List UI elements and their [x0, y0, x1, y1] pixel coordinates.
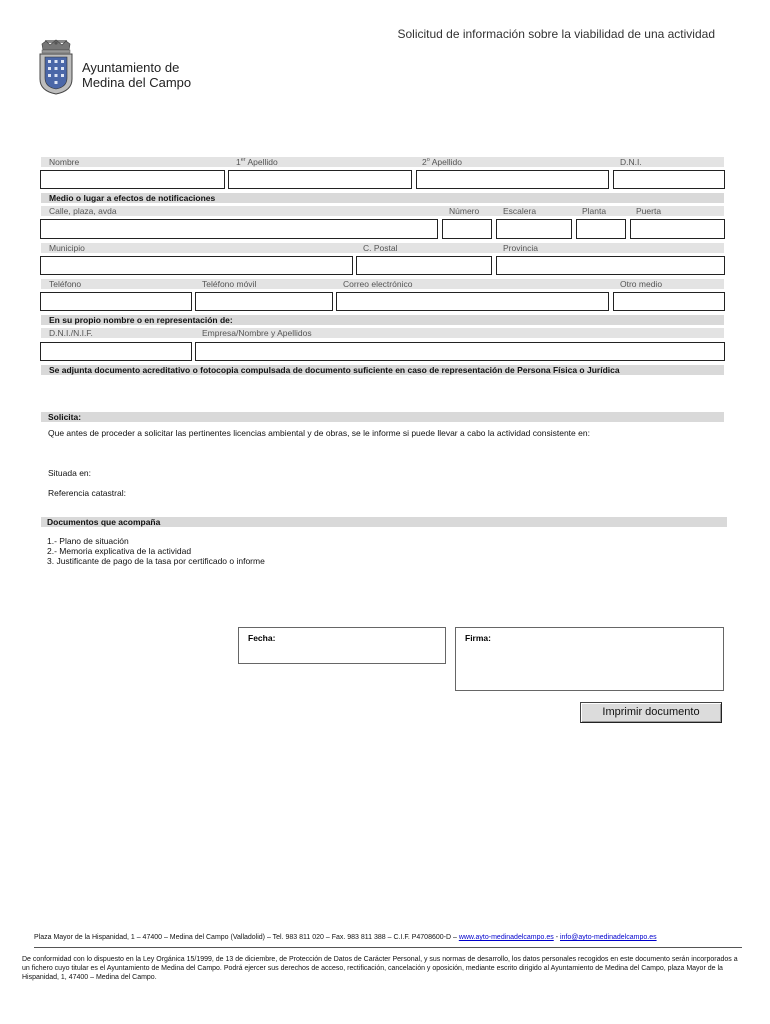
puerta-label: Puerta	[636, 206, 662, 216]
escalera-label: Escalera	[503, 206, 537, 216]
referencia-catastral-label: Referencia catastral:	[48, 488, 126, 498]
planta-field[interactable]	[576, 219, 626, 239]
email-link[interactable]: info@ayto-medinadelcampo.es	[559, 934, 657, 941]
location-label-bar	[41, 243, 724, 253]
planta-label: Planta	[582, 206, 607, 216]
solicita-text: Que antes de proceder a solicitar las pertinentes licencias ambiental y de obras, se le informe si puede llevar a cabo la actividad consistente en:	[48, 428, 590, 438]
numero-field[interactable]	[442, 219, 492, 239]
municipio-label: Municipio	[49, 243, 85, 253]
empresa-label: Empresa/Nombre y Apellidos	[202, 328, 312, 338]
puerta-field[interactable]	[630, 219, 725, 239]
provincia-label: Provincia	[503, 243, 538, 253]
applicant-label-bar	[41, 157, 724, 167]
footer-divider	[34, 947, 742, 948]
list-item: 3. Justificante de pago de la tasa por certificado o informe	[47, 556, 265, 566]
documentos-header: Documentos que acompaña	[41, 517, 727, 527]
apellido1-field[interactable]	[228, 170, 412, 189]
dni-nif-field[interactable]	[40, 342, 192, 361]
coat-of-arms-icon	[37, 39, 75, 95]
print-document-button[interactable]: Imprimir documento	[580, 702, 722, 723]
apellido1-label: 1er Apellido	[236, 157, 278, 167]
firma-label: Firma:	[465, 633, 491, 643]
correo-field[interactable]	[336, 292, 609, 311]
apellido2-field[interactable]	[416, 170, 609, 189]
telefono-field[interactable]	[40, 292, 192, 311]
documentos-list	[47, 536, 265, 566]
empresa-field[interactable]	[195, 342, 725, 361]
organization-name-line1: Ayuntamiento de	[82, 60, 180, 75]
list-item: 2.- Memoria explicativa de la actividad	[47, 546, 192, 556]
organization-name	[82, 60, 191, 90]
address-label-bar	[41, 206, 724, 216]
cpostal-label: C. Postal	[363, 243, 398, 253]
situada-label: Situada en:	[48, 468, 92, 478]
municipio-field[interactable]	[40, 256, 353, 275]
contact-label-bar	[41, 279, 724, 289]
representacion-header: En su propio nombre o en representación de:	[41, 315, 724, 325]
correo-label: Correo electrónico	[343, 279, 413, 289]
list-item: 1.- Plano de situación	[47, 536, 129, 546]
movil-field[interactable]	[195, 292, 333, 311]
escalera-field[interactable]	[496, 219, 572, 239]
nombre-field[interactable]	[40, 170, 225, 189]
dni-label: D.N.I.	[620, 157, 642, 167]
movil-label: Teléfono móvil	[202, 279, 257, 289]
nombre-label: Nombre	[49, 157, 80, 167]
representacion-label-bar	[41, 328, 724, 338]
telefono-label: Teléfono	[49, 279, 82, 289]
fecha-label: Fecha:	[248, 633, 276, 643]
legal-notice: De conformidad con lo dispuesto en la Ley Orgánica 15/1999, de 13 de diciembre, de Protección de Datos de Carácter Personal, y sus normas de desarrollo, los datos personales recogidos en este documento serán incorporados a un fichero cuyo titular es el Ayuntamiento de Medina del Campo. Podrá ejercer sus derechos de acceso, rectificación, cancelación y oposición, mediante escrito dirigido al Ayuntamiento de Medina del Campo, plaza Mayor de la Hispanidad, 1, 47400 – Medina del Campo.	[22, 956, 738, 981]
website-link[interactable]: www.ayto-medinadelcampo.es	[458, 934, 554, 941]
solicita-header: Solicita:	[41, 412, 724, 422]
dni-field[interactable]	[613, 170, 725, 189]
cpostal-field[interactable]	[356, 256, 492, 275]
dni-nif-label: D.N.I./N.I.F.	[49, 328, 93, 338]
otro-medio-label: Otro medio	[620, 279, 663, 289]
footer-address: Plaza Mayor de la Hispanidad, 1 – 47400 – Medina del Campo (Valladolid) – Tel. 983 811 020 – Fax. 983 811 388 – C.I.F. P4708600-D – www.ayto-medinadelcampo.es - info@ayto-medinadelcampo.es	[34, 934, 657, 941]
document-title: Solicitud de información sobre la viabilidad de una actividad	[397, 27, 715, 41]
calle-label: Calle, plaza, avda	[49, 206, 117, 216]
organization-name-line2: Medina del Campo	[82, 75, 192, 90]
firma-box[interactable]	[455, 627, 724, 691]
notificaciones-header: Medio o lugar a efectos de notificaciones	[41, 193, 724, 203]
representacion-note: Se adjunta documento acreditativo o fotocopia compulsada de documento suficiente en caso de representación de Persona Física o Jurídica	[41, 365, 724, 375]
calle-field[interactable]	[40, 219, 438, 239]
apellido2-label: 2$^o$ Apellido	[422, 157, 462, 167]
fecha-box[interactable]	[238, 627, 446, 664]
provincia-field[interactable]	[496, 256, 725, 275]
otro-medio-field[interactable]	[613, 292, 725, 311]
numero-label: Número	[449, 206, 480, 216]
